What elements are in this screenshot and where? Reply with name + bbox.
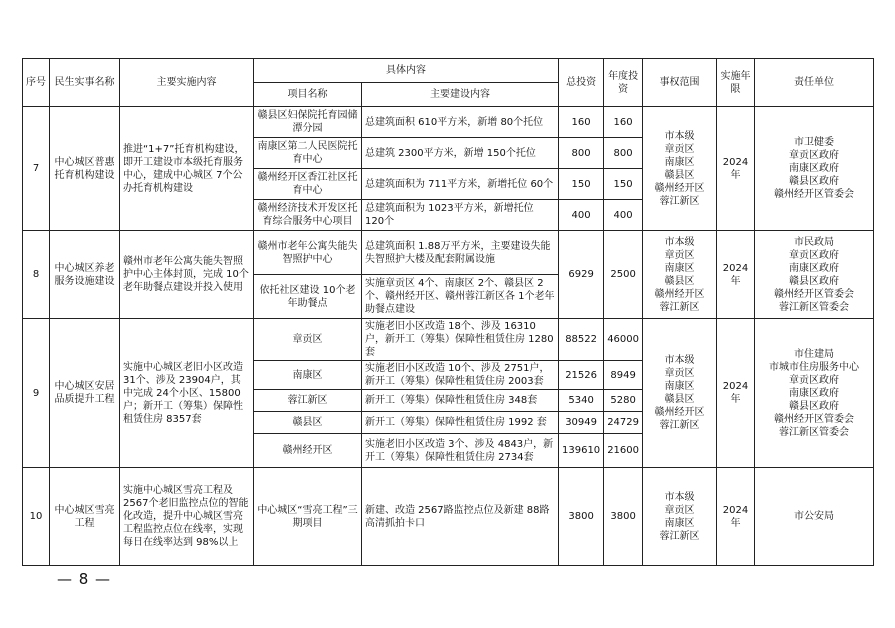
- header-period: 实施年限: [717, 59, 755, 107]
- sub-project-name: 南康区第二人民医院托育中心: [254, 138, 362, 169]
- investment-table: [22, 58, 874, 566]
- sub-project-name: 赣县区妇保院托育园储潭分园: [254, 107, 362, 138]
- header-annual: 年度投资: [604, 59, 643, 107]
- header-seq: 序号: [23, 59, 50, 107]
- row-item: 中心城区雪亮工程: [50, 468, 120, 566]
- annual-investment: 8949: [604, 361, 643, 390]
- annual-investment: 800: [604, 138, 643, 169]
- sub-project-name: 赣州经济技术开发区托育综合服务中心项目: [254, 200, 362, 231]
- row-seq: 8: [23, 231, 50, 319]
- total-investment: 30949: [559, 412, 604, 434]
- sub-construction: 新开工（筹集）保障性租赁住房 1992 套: [362, 412, 559, 434]
- annual-investment: 400: [604, 200, 643, 231]
- row-seq: 7: [23, 107, 50, 231]
- total-investment: 150: [559, 169, 604, 200]
- sub-project-name: 蓉江新区: [254, 390, 362, 412]
- header-construction: 主要建设内容: [362, 83, 559, 107]
- row-responsible: 市住建局 市城市住房服务中心 章贡区政府 南康区政府 赣县区政府 赣州经开区管委会 蓉江新区管委会: [755, 319, 874, 468]
- table-row: [23, 468, 874, 566]
- total-investment: 5340: [559, 390, 604, 412]
- header-project: 项目名称: [254, 83, 362, 107]
- total-investment: 21526: [559, 361, 604, 390]
- annual-investment: 24729: [604, 412, 643, 434]
- row-content: 实施中心城区雪亮工程及2567个老旧监控点位的智能化改造，提升中心城区雪亮工程监控点位在线率，实现每日在线率达到 98%以上: [120, 468, 254, 566]
- sub-construction: 实施章贡区 4个、南康区 2个、赣县区 2个、赣州经开区、赣州蓉江新区各 1个老年助餐点建设: [362, 275, 559, 319]
- annual-investment: 150: [604, 169, 643, 200]
- total-investment: 88522: [559, 319, 604, 361]
- sub-construction: 总建筑 2300平方米，新增 150个托位: [362, 138, 559, 169]
- annual-investment: 21600: [604, 434, 643, 468]
- row-item: 中心城区普惠托育机构建设: [50, 107, 120, 231]
- row-item: 中心城区养老服务设施建设: [50, 231, 120, 319]
- row-scope: 市本级 章贡区 南康区 蓉江新区: [643, 468, 717, 566]
- row-responsible: 市卫健委 章贡区政府 南康区政府 赣县区政府 赣州经开区管委会: [755, 107, 874, 231]
- sub-construction: 总建筑面积 610平方米，新增 80个托位: [362, 107, 559, 138]
- header-specific: 具体内容: [254, 59, 559, 83]
- sub-construction: 总建筑面积 1.88万平方米，主要建设失能失智照护大楼及配套附属设施: [362, 231, 559, 275]
- table-row: [23, 231, 874, 275]
- row-seq: 9: [23, 319, 50, 468]
- sub-construction: 实施老旧小区改造 3个、涉及 4843户，新开工（筹集）保障性租赁住房 2734套: [362, 434, 559, 468]
- row-scope: 市本级 章贡区 南康区 赣县区 赣州经开区 蓉江新区: [643, 107, 717, 231]
- row-period: 2024年: [717, 231, 755, 319]
- row-responsible: 市民政局 章贡区政府 南康区政府 赣县区政府 赣州经开区管委会 蓉江新区管委会: [755, 231, 874, 319]
- row-period: 2024年: [717, 107, 755, 231]
- row-content: 赣州市老年公寓失能失智照护中心主体封顶，完成 10个老年助餐点建设并投入使用: [120, 231, 254, 319]
- row-item: 中心城区安居品质提升工程: [50, 319, 120, 468]
- annual-investment: 46000: [604, 319, 643, 361]
- annual-investment: 5280: [604, 390, 643, 412]
- sub-construction: 新建、改造 2567路监控点位及新建 88路高清抓拍卡口: [362, 468, 559, 566]
- total-investment: 3800: [559, 468, 604, 566]
- sub-project-name: 南康区: [254, 361, 362, 390]
- row-responsible: 市公安局: [755, 468, 874, 566]
- sub-construction: 实施老旧小区改造 10个、涉及 2751户，新开工（筹集）保障性租赁住房 2003套: [362, 361, 559, 390]
- row-content: 推进“1+7”托育机构建设，即开工建设市本级托育服务中心，建成中心城区 7个公办托育机构建设: [120, 107, 254, 231]
- table-row: [23, 319, 874, 361]
- sub-construction: 新开工（筹集）保障性租赁住房 348套: [362, 390, 559, 412]
- sub-project-name: 中心城区“雪亮工程”三期项目: [254, 468, 362, 566]
- row-seq: 10: [23, 468, 50, 566]
- total-investment: 800: [559, 138, 604, 169]
- total-investment: 160: [559, 107, 604, 138]
- sub-construction: 实施老旧小区改造 18个、涉及 16310户，新开工（筹集）保障性租赁住房 1280套: [362, 319, 559, 361]
- sub-construction: 总建筑面积为 1023平方米，新增托位 120个: [362, 200, 559, 231]
- page-number: — 8 —: [56, 570, 112, 588]
- header-item: 民生实事名称: [50, 59, 120, 107]
- row-content: 实施中心城区老旧小区改造 31个、涉及 23904户，其中完成 24个小区、15800户；新开工（筹集）保障性租赁住房 8357套: [120, 319, 254, 468]
- row-period: 2024年: [717, 319, 755, 468]
- sub-project-name: 赣州经开区香江社区托育中心: [254, 169, 362, 200]
- total-investment: 400: [559, 200, 604, 231]
- annual-investment: 2500: [604, 231, 643, 319]
- total-investment: 6929: [559, 231, 604, 319]
- sub-project-name: 赣州经开区: [254, 434, 362, 468]
- sub-construction: 总建筑面积为 711平方米，新增托位 60个: [362, 169, 559, 200]
- header-resp: 责任单位: [755, 59, 874, 107]
- annual-investment: 160: [604, 107, 643, 138]
- header-scope: 事权范围: [643, 59, 717, 107]
- row-period: 2024年: [717, 468, 755, 566]
- annual-investment: 3800: [604, 468, 643, 566]
- header-content: 主要实施内容: [120, 59, 254, 107]
- header-total: 总投资: [559, 59, 604, 107]
- row-scope: 市本级 章贡区 南康区 赣县区 赣州经开区 蓉江新区: [643, 231, 717, 319]
- sub-project-name: 赣州市老年公寓失能失智照护中心: [254, 231, 362, 275]
- sub-project-name: 赣县区: [254, 412, 362, 434]
- sub-project-name: 章贡区: [254, 319, 362, 361]
- sub-project-name: 依托社区建设 10个老年助餐点: [254, 275, 362, 319]
- total-investment: 139610: [559, 434, 604, 468]
- table-row: [23, 107, 874, 138]
- row-scope: 市本级 章贡区 南康区 赣县区 赣州经开区 蓉江新区: [643, 319, 717, 468]
